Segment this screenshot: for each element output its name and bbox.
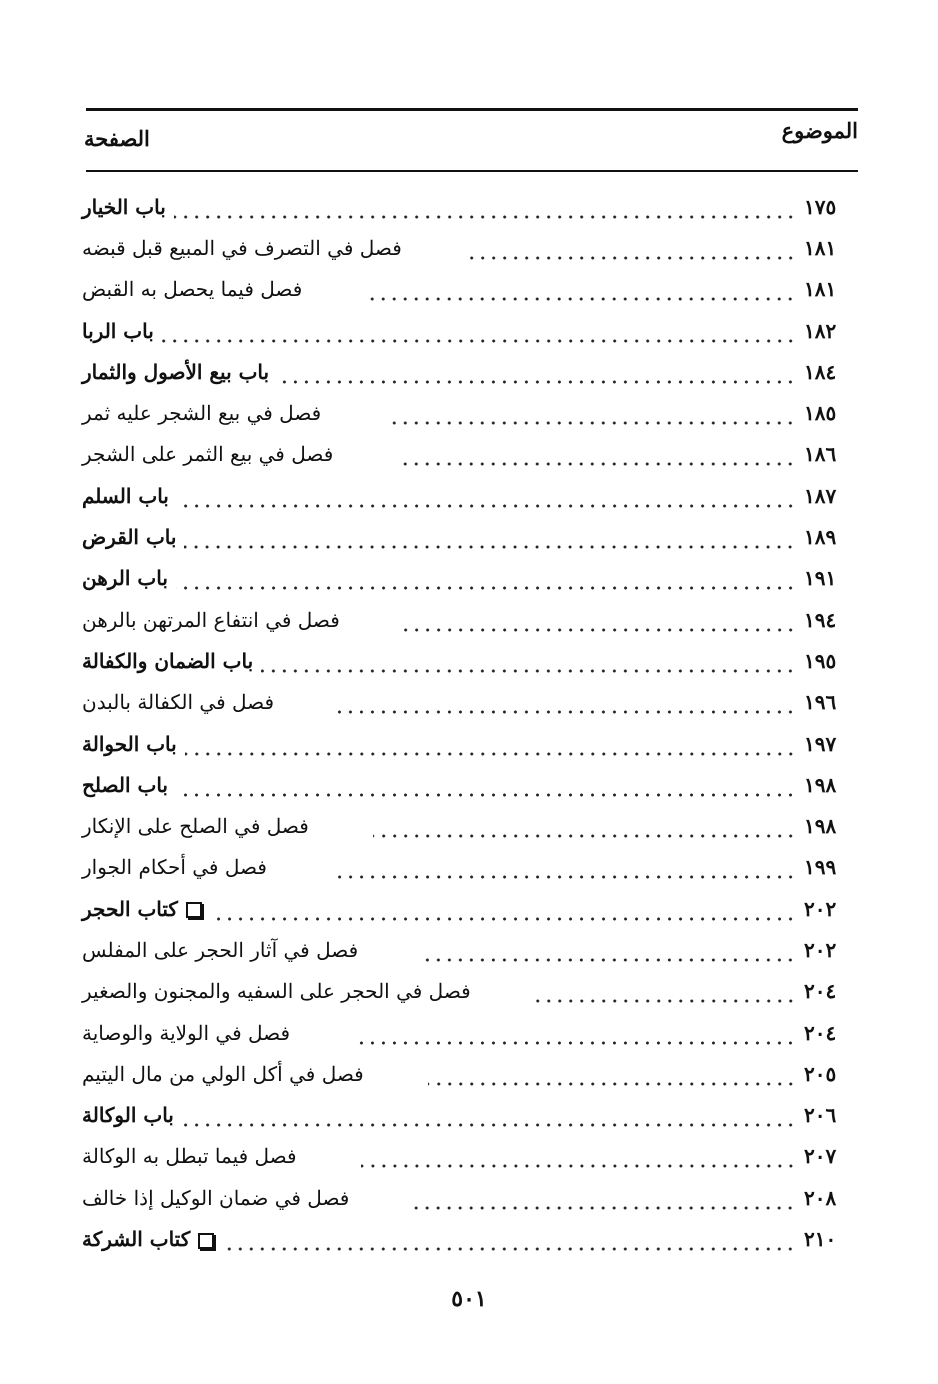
- toc-entry-page: ١٩٨: [804, 772, 837, 797]
- toc-entry-page: ١٩٧: [804, 731, 837, 756]
- toc-entry: [82, 723, 864, 764]
- dot-leader: [535, 990, 796, 1004]
- toc-entry-page: ٢٠٥: [804, 1061, 837, 1086]
- toc-entry-page: ٢٠٤: [804, 1020, 837, 1045]
- toc-entry-title: [82, 484, 169, 508]
- dot-leader: [338, 701, 796, 715]
- toc-entry-page: ١٨١: [804, 277, 837, 302]
- dot-leader: [261, 660, 796, 674]
- toc-entry-title-text: باب الصلح: [82, 772, 168, 797]
- toc-entry-title-text: باب الضمان والكفالة: [82, 648, 254, 673]
- toc-entry-page: ٢٠٢: [804, 937, 837, 962]
- toc-entry-title-text: فصل في آثار الحجر على المفلس: [82, 937, 359, 962]
- toc-entry: [82, 971, 864, 1012]
- toc-entry: [82, 1136, 864, 1177]
- toc-entry-title: [82, 566, 168, 590]
- toc-entry-title-text: فصل في الكفالة بالبدن: [82, 690, 275, 715]
- toc-entry-page: ١٨٦: [804, 442, 837, 467]
- toc-entry-title-text: فصل في بيع الشجر عليه ثمر: [82, 401, 322, 426]
- top-rule: [86, 108, 858, 111]
- toc-entry-title: [82, 732, 177, 756]
- toc-entry: [82, 310, 864, 351]
- toc-entry-title: [82, 897, 202, 921]
- toc-entry: [82, 516, 864, 557]
- dot-leader: [222, 1238, 796, 1252]
- toc-entry-page: ٢٠٤: [804, 979, 837, 1004]
- dot-leader: [385, 412, 796, 426]
- toc-entry: [82, 227, 864, 268]
- toc-entry-title-text: باب السلم: [82, 483, 169, 508]
- toc-entry: [82, 269, 864, 310]
- toc-entry-title-text: فصل في أكل الولي من مال اليتيم: [82, 1061, 364, 1086]
- toc-entry: [82, 1053, 864, 1094]
- toc-entry-title: [82, 401, 321, 425]
- toc-list: [82, 186, 864, 1260]
- dot-leader: [397, 453, 796, 467]
- toc-entry-page: ١٩٤: [804, 607, 837, 632]
- toc-entry-page: ١٩٨: [804, 814, 837, 839]
- toc-entry: [82, 1095, 864, 1136]
- toc-entry: [82, 682, 864, 723]
- toc-entry-title: [82, 442, 333, 466]
- toc-entry-page: ١٨١: [804, 235, 837, 260]
- toc-entry-title: [82, 1227, 214, 1251]
- dot-leader: [185, 743, 796, 757]
- toc-entry: [82, 847, 864, 888]
- toc-entry-title-text: كتاب الشركة: [82, 1227, 191, 1252]
- square-box-icon: [186, 902, 202, 918]
- toc-entry: [82, 929, 864, 970]
- toc-entry-title-text: فصل فيما يحصل به القبض: [82, 277, 303, 302]
- toc-entry-page: ١٩٥: [804, 648, 837, 673]
- page-number: ٥٠١: [451, 1286, 487, 1312]
- toc-entry-title-text: كتاب الحجر: [82, 896, 178, 921]
- toc-entry: [82, 558, 864, 599]
- toc-entry-title-text: فصل في ضمان الوكيل إذا خالف: [82, 1185, 350, 1210]
- toc-entry-page: ١٨٥: [804, 401, 837, 426]
- toc-entry-title: [82, 814, 309, 838]
- toc-entry: [82, 475, 864, 516]
- toc-entry-title-text: فصل في التصرف في المبيع قبل قبضه: [82, 235, 402, 260]
- toc-entry-title: [82, 277, 302, 301]
- toc-entry-title: [82, 1186, 349, 1210]
- toc-entry-title-text: فصل في انتفاع المرتهن بالرهن: [82, 607, 340, 632]
- toc-entry-title: [82, 608, 340, 632]
- topic-column-header: الموضوع: [781, 118, 858, 143]
- toc-entry-title-text: فصل في الولاية والوصاية: [82, 1020, 291, 1045]
- toc-entry-title-text: باب الربا: [82, 318, 154, 343]
- dot-leader: [176, 577, 796, 591]
- toc-entry-page: ٢٠٦: [804, 1103, 837, 1128]
- toc-entry: [82, 805, 864, 846]
- toc-entry-page: ١٩١: [804, 566, 837, 591]
- toc-entry-page: ٢١٠: [804, 1227, 837, 1252]
- toc-entry-title-text: باب بيع الأصول والثمار: [82, 359, 270, 384]
- toc-entry-title: [82, 319, 154, 343]
- header-rule: [86, 170, 858, 172]
- dot-leader: [277, 371, 796, 385]
- toc-entry-title-text: باب الرهن: [82, 566, 168, 591]
- toc-entry-title-text: فصل في الحجر على السفيه والمجنون والصغير: [82, 979, 471, 1004]
- dot-leader: [373, 825, 796, 839]
- dot-leader: [177, 495, 796, 509]
- dot-leader: [331, 866, 796, 880]
- dot-leader: [174, 206, 796, 220]
- toc-entry-title: [82, 236, 402, 260]
- toc-entry-page: ١٨٤: [804, 359, 837, 384]
- toc-entry: [82, 186, 864, 227]
- toc-entry: [82, 764, 864, 805]
- toc-entry-title: [82, 1144, 297, 1168]
- toc-entry-title: [82, 1103, 174, 1127]
- dot-leader: [428, 1073, 796, 1087]
- toc-entry: [82, 1218, 864, 1259]
- toc-entry-page: ١٩٦: [804, 690, 837, 715]
- dot-leader: [182, 1114, 796, 1128]
- toc-entry-page: ١٩٩: [804, 855, 837, 880]
- toc-entry-title: [82, 525, 176, 549]
- dot-leader: [366, 288, 796, 302]
- toc-entry-title-text: فصل فيما تبطل به الوكالة: [82, 1144, 297, 1169]
- toc-entry-title: [82, 938, 358, 962]
- toc-entry-title-text: باب القرض: [82, 525, 177, 550]
- dot-leader: [184, 536, 796, 550]
- toc-entry-title: [82, 979, 471, 1003]
- toc-entry-title-text: فصل في الصلح على الإنكار: [82, 814, 309, 839]
- toc-entry-page: ٢٠٢: [804, 896, 837, 921]
- dot-leader: [210, 908, 796, 922]
- toc-entry: [82, 434, 864, 475]
- toc-entry-title: [82, 690, 274, 714]
- toc-entry-title: [82, 1062, 364, 1086]
- toc-entry-title: [82, 1021, 290, 1045]
- page-column-header: الصفحة: [84, 126, 150, 151]
- toc-entry-page: ١٨٧: [804, 483, 837, 508]
- toc-entry-title-text: باب الوكالة: [82, 1103, 174, 1128]
- dot-leader: [413, 1197, 796, 1211]
- toc-entry: [82, 640, 864, 681]
- dot-leader: [361, 1155, 796, 1169]
- dot-leader: [404, 619, 796, 633]
- toc-entry-page: ١٨٩: [804, 525, 837, 550]
- toc-entry: [82, 888, 864, 929]
- toc-entry: [82, 392, 864, 433]
- toc-entry-title: [82, 649, 253, 673]
- dot-leader: [422, 949, 796, 963]
- toc-entry: [82, 351, 864, 392]
- toc-entry-page: ٢٠٨: [804, 1185, 837, 1210]
- square-box-icon: [198, 1233, 214, 1249]
- toc-entry: [82, 1177, 864, 1218]
- toc-entry-title-text: فصل في بيع الثمر على الشجر: [82, 442, 334, 467]
- toc-entry-title: [82, 855, 267, 879]
- dot-leader: [176, 784, 796, 798]
- toc-entry: [82, 1012, 864, 1053]
- toc-entry-title-text: فصل في أحكام الجوار: [82, 855, 267, 880]
- toc-entry-page: ١٧٥: [804, 194, 837, 219]
- toc-entry-title: [82, 360, 269, 384]
- dot-leader: [354, 1032, 796, 1046]
- toc-entry-title-text: باب الحوالة: [82, 731, 177, 756]
- toc-entry-page: ٢٠٧: [804, 1144, 837, 1169]
- dot-leader: [466, 247, 796, 261]
- toc-entry-title: [82, 195, 166, 219]
- toc-entry-title: [82, 773, 168, 797]
- toc-entry-title-text: باب الخيار: [82, 194, 166, 219]
- dot-leader: [162, 330, 796, 344]
- toc-entry-page: ١٨٢: [804, 318, 837, 343]
- toc-entry: [82, 599, 864, 640]
